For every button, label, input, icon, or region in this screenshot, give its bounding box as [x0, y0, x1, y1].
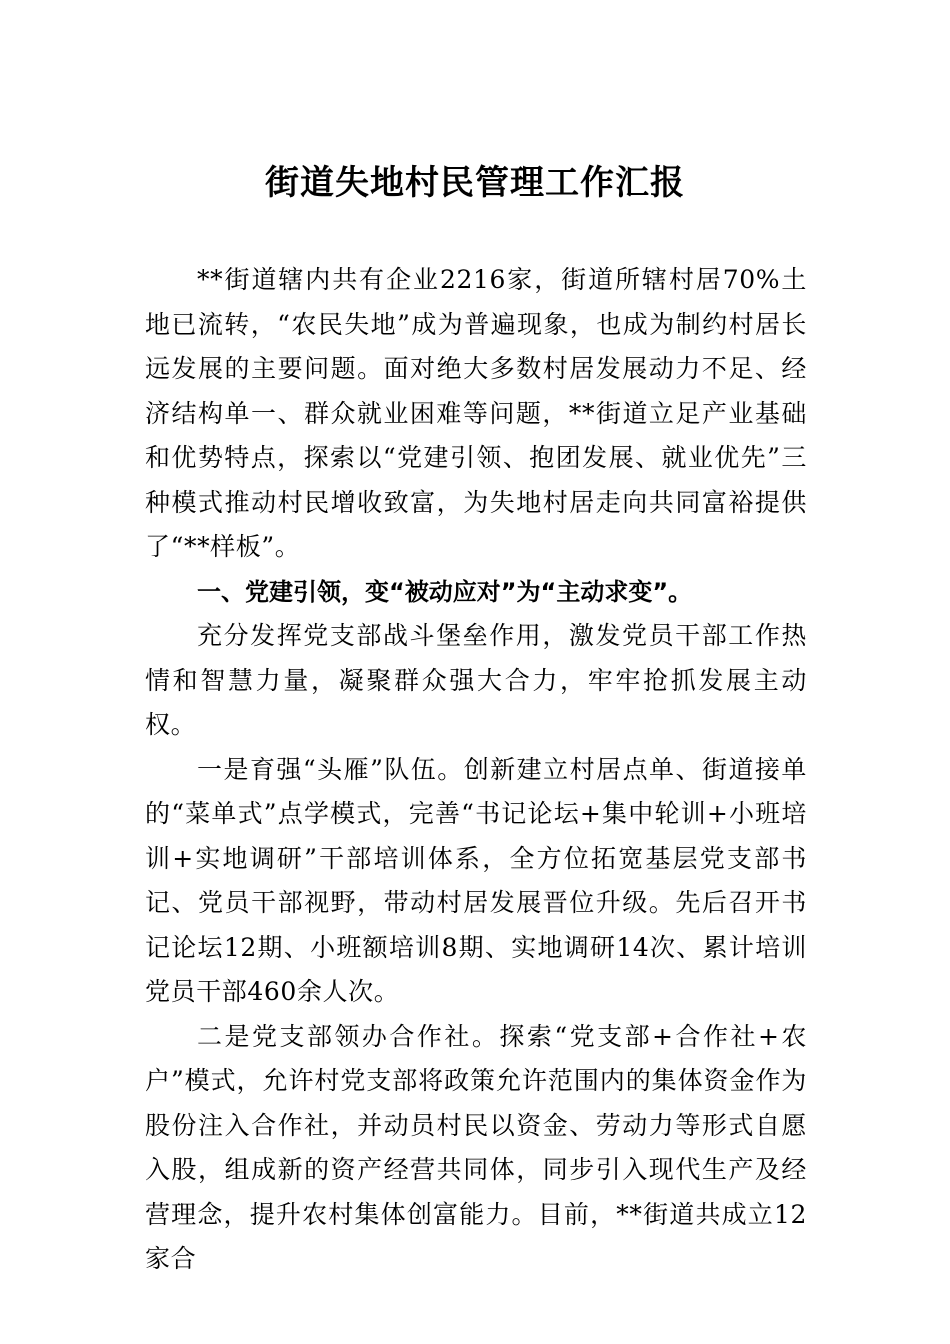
section-1-paragraph-3: 二是党支部领办合作社。探索“党支部+合作社+农户”模式，允许村党支部将政策允许范围内的集体资金作为股份注入合作社，并动员村民以资金、劳动力等形式自愿入股，组成新的资产经营共同体，同步引入现代生产及经营理念，提升农村集体创富能力。目前，**街道共成立12家合 [145, 1021, 807, 1273]
section-1-paragraph-2: 一是育强“头雁”队伍。创新建立村居点单、街道接单的“菜单式”点学模式，完善“书记论坛+集中轮训+小班培训+实地调研”干部培训体系，全方位拓宽基层党支部书记、党员干部视野，带动村居发展晋位升级。先后召开书记论坛12期、小班额培训8期、实地调研14次、累计培训党员干部460余人次。 [145, 754, 807, 1006]
intro-paragraph: **街道辖内共有企业2216家，街道所辖村居70%土地已流转，“农民失地”成为普遍现象，也成为制约村居长远发展的主要问题。面对绝大多数村居发展动力不足、经济结构单一、群众就业困难等问题，**街道立足产业基础和优势特点，探索以“党建引领、抱团发展、就业优先”三种模式推动村民增收致富，为失地村居走向共同富裕提供了“**样板”。 [145, 265, 807, 561]
section-1-paragraph-1: 充分发挥党支部战斗堡垒作用，激发党员干部工作热情和智慧力量，凝聚群众强大合力，牢牢抢抓发展主动权。 [145, 621, 807, 739]
section-1-heading: 一、党建引领，变“被动应对”为“主动求变”。 [197, 577, 693, 606]
document-body [145, 258, 807, 1282]
document-title: 街道失地村民管理工作汇报 [265, 163, 685, 203]
